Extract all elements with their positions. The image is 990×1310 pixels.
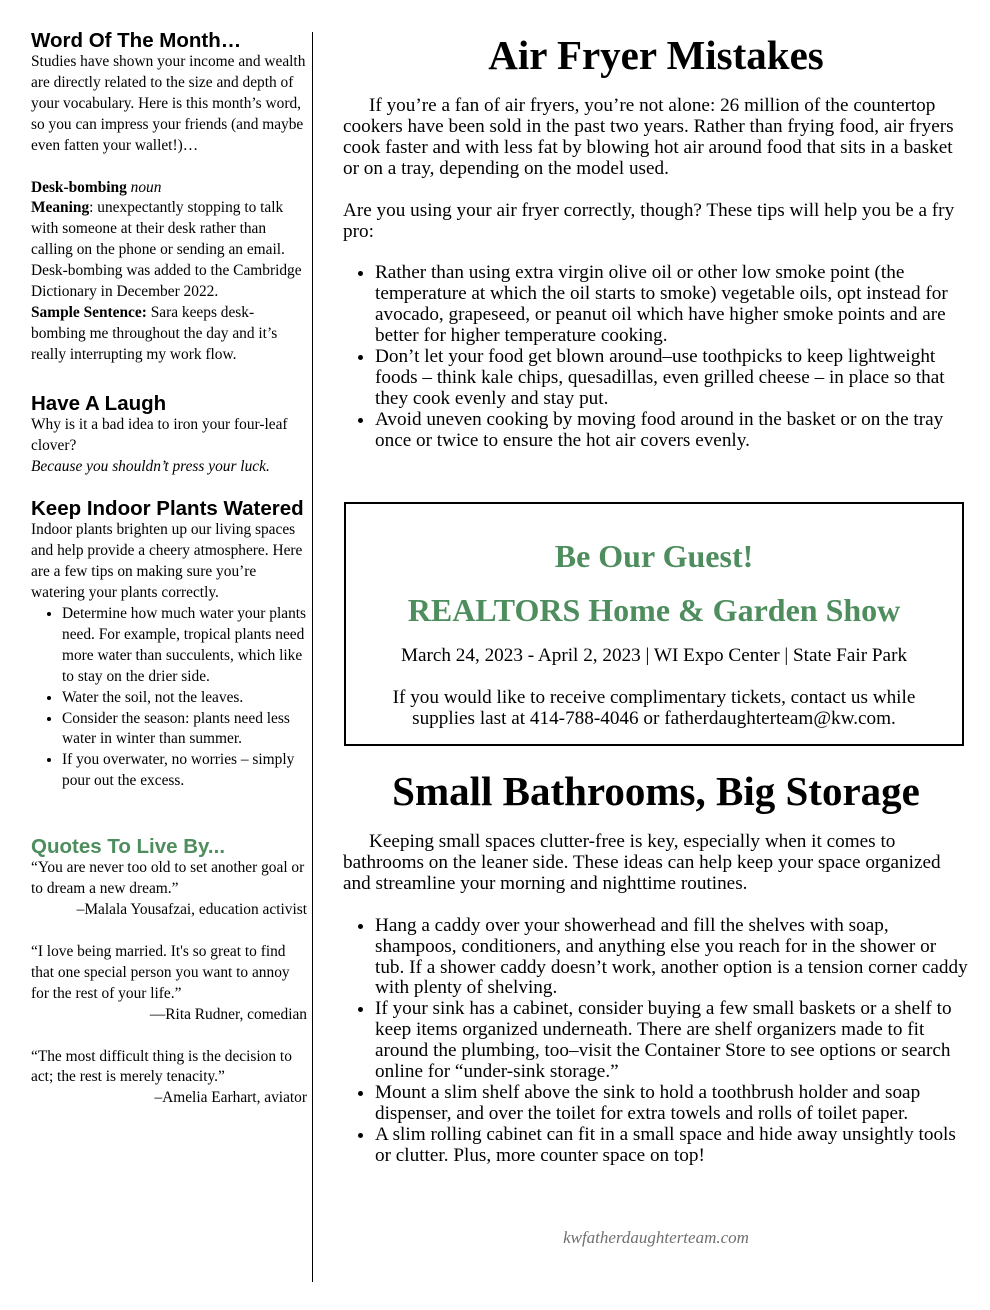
word-part-of-speech: noun: [130, 178, 162, 196]
promo-event-name: REALTORS Home & Garden Show: [407, 592, 901, 628]
indoor-plants-section: [31, 498, 307, 792]
sidebar: [31, 30, 307, 1109]
word-of-month-heading: Word Of The Month…: [31, 29, 242, 52]
list-item: • If your sink has a cabinet, consider buying a few small baskets or a shelf to keep items organized underneath. There are shelf organizers made to fit around the plumbing, too–visit the Container Store to see options or search online for “under-sink storage.”: [375, 999, 969, 1083]
plant-tips-list: [31, 604, 307, 792]
quote-text: “I love being married. It's so great to find that one special person you want to annoy for the rest of your life.”: [31, 942, 290, 1002]
quote-block: [31, 1047, 307, 1110]
promo-dates: March 24, 2023 - April 2, 2023 | WI Expo Center | State Fair Park: [400, 645, 908, 666]
list-item: • Mount a slim shelf above the sink to hold a toothbrush holder and soap dispenser, and over the toilet for extra towels and rolls of toilet paper.: [375, 1083, 969, 1125]
list-item: • Don’t let your food get blown around–use toothpicks to keep lightweight foods – think kale chips, quesadillas, even grilled cheese – in place so that they cook evenly and stay put.: [375, 347, 969, 410]
quotes-heading: Quotes To Live By...: [31, 835, 226, 859]
word-sample: [31, 303, 307, 366]
list-item: • Consider the season: plants need less water in winter than summer.: [62, 709, 307, 751]
bathroom-title: Small Bathrooms, Big Storage: [392, 768, 920, 814]
have-a-laugh-section: [31, 393, 307, 478]
joke-answer: Because you shouldn’t press your luck.: [31, 457, 270, 475]
word-of-month-section: [31, 30, 307, 366]
list-item: • Avoid uneven cooking by moving food around in the basket or on the tray once or twice to ensure the hot air covers evenly.: [375, 410, 969, 452]
bathroom-intro: Keeping small spaces clutter-free is key, especially when it comes to bathrooms on the leaner side. These ideas can help keep your space organized and streamline your morning and nighttime routines.: [343, 831, 941, 894]
list-item: • If you overwater, no worries – simply pour out the excess.: [62, 750, 307, 792]
list-item: • A slim rolling cabinet can fit in a small space and hide away unsightly tools or clutter. Plus, more counter space on top!: [375, 1125, 969, 1167]
word-term: Desk-bombing: [31, 178, 127, 196]
home-garden-show-box: [344, 502, 964, 746]
meaning-text: : unexpectantly stopping to talk with someone at their desk rather than calling on the phone or sending an email. Desk-bombing was added to the Cambridge Dictionary in December 2022.: [31, 199, 302, 301]
website-footer[interactable]: kwfatherdaughterteam.com: [563, 1228, 749, 1247]
have-a-laugh-heading: Have A Laugh: [31, 391, 167, 415]
joke-question: Why is it a bad idea to iron your four-leaf clover?: [31, 415, 288, 454]
list-item: • Rather than using extra virgin olive oil or other low smoke point (the temperature at which the oil starts to smoke) vegetable oils, opt instead for avocado, grapeseed, or peanut oil which have higher smoke points and are better for higher temperature cooking.: [375, 263, 969, 347]
main-column: [343, 30, 969, 452]
word-term-line: [31, 178, 307, 199]
quote-block: [31, 858, 307, 921]
quote-attribution: –Malala Yousafzai, education activist: [76, 901, 307, 918]
list-item: • Water the soil, not the leaves.: [62, 688, 307, 709]
sample-label: Sample Sentence:: [31, 303, 147, 321]
air-fryer-intro: If you’re a fan of air fryers, you’re not alone: 26 million of the countertop cookers have been sold in the past two years. Rather than frying food, air fryers cook faster and with less fat by blowing hot air around food that sits in a basket or on a tray, depending on the model used.: [343, 95, 954, 179]
quote-attribution: –Amelia Earhart, aviator: [154, 1089, 307, 1107]
list-item: • Determine how much water your plants need. For example, tropical plants need more water than succulents, which like to stay on the drier side.: [62, 604, 307, 688]
air-fryer-title: Air Fryer Mistakes: [488, 32, 824, 78]
word-of-month-intro: Studies have shown your income and wealth are directly related to the size and depth of your vocabulary. Here is this month’s word, so you can impress your friends (and maybe even fatten your wallet!)…: [31, 53, 306, 154]
sample-text: Sara keeps desk-bombing me throughout the day and it’s really interrupting my work flow.: [31, 303, 278, 363]
list-item: • Hang a caddy over your showerhead and fill the shelves with soap, shampoos, conditioners, and anything else you reach for in the shower or tub. If a shower caddy doesn’t work, another option is a tension corner caddy with plenty of shelving.: [375, 916, 969, 1000]
air-fryer-article: [343, 30, 969, 452]
column-divider: [312, 32, 313, 1282]
indoor-plants-intro: Indoor plants brighten up our living spaces and help provide a cheery atmosphere. Here are a few tips on making sure you’re watering your plants correctly.: [31, 521, 303, 602]
promo-heading: Be Our Guest!: [554, 538, 754, 574]
air-fryer-question: Are you using your air fryer correctly, though? These tips will help you be a fry pro:: [343, 199, 955, 242]
meaning-label: Meaning: [31, 199, 90, 217]
promo-contact: If you would like to receive complimentary tickets, contact us while supplies last at 414-788-4046 or fatherdaughterteam@kw.com.: [392, 686, 916, 729]
quotes-section: [31, 836, 307, 1109]
indoor-plants-heading: Keep Indoor Plants Watered: [31, 497, 304, 521]
quote-block: [31, 942, 307, 1026]
air-fryer-tips-list: [343, 263, 969, 451]
bathroom-article: [343, 766, 969, 1167]
bathroom-tips-list: [343, 916, 969, 1167]
quote-text: “The most difficult thing is the decision to act; the rest is merely tenacity.”: [31, 1047, 292, 1086]
quote-attribution: —Rita Rudner, comedian: [149, 1005, 307, 1023]
word-meaning: [31, 198, 307, 303]
quote-text: “You are never too old to set another goal or to dream a new dream.”: [31, 859, 305, 898]
